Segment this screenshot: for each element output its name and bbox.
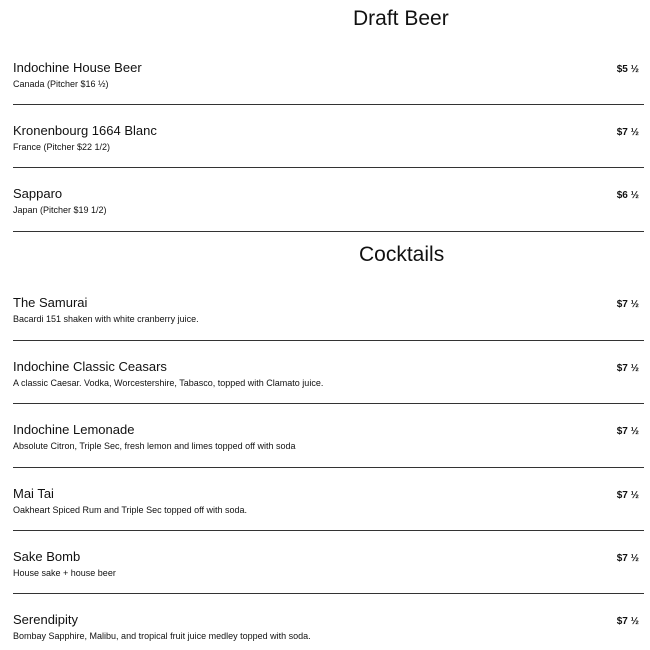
item-price: $7 ½ bbox=[616, 616, 639, 627]
item-price: $6 ½ bbox=[616, 190, 639, 201]
divider bbox=[13, 530, 644, 531]
divider bbox=[13, 403, 644, 404]
item-description: A classic Caesar. Vodka, Worcestershire, Tabasco, topped with Clamato juice. bbox=[13, 378, 324, 388]
section-title-cocktails: Cocktails bbox=[359, 243, 445, 266]
item-description: House sake + house beer bbox=[13, 568, 116, 578]
menu-item bbox=[13, 612, 644, 650]
item-price: $7 ½ bbox=[616, 299, 639, 310]
item-description: Oakheart Spiced Rum and Triple Sec topped off with soda. bbox=[13, 505, 247, 515]
item-description: Absolute Citron, Triple Sec, fresh lemon and limes topped off with soda bbox=[13, 441, 296, 451]
divider bbox=[13, 593, 644, 594]
item-description: Bombay Sapphire, Malibu, and tropical fruit juice medley topped with soda. bbox=[13, 631, 311, 641]
item-name: The Samurai bbox=[13, 295, 88, 310]
divider bbox=[13, 340, 644, 341]
divider bbox=[13, 104, 644, 105]
item-price: $7 ½ bbox=[616, 426, 639, 437]
item-name: Sake Bomb bbox=[13, 549, 81, 564]
divider bbox=[13, 167, 644, 168]
menu-item bbox=[13, 549, 644, 605]
item-name: Indochine Classic Ceasars bbox=[13, 359, 167, 374]
item-description: France (Pitcher $22 1/2) bbox=[13, 142, 111, 152]
item-price: $7 ½ bbox=[616, 490, 639, 501]
menu-item bbox=[13, 295, 644, 351]
item-description: Japan (Pitcher $19 1/2) bbox=[13, 205, 107, 215]
divider bbox=[13, 231, 644, 232]
menu-item bbox=[13, 359, 644, 415]
item-name: Indochine House Beer bbox=[13, 60, 142, 75]
item-price: $7 ½ bbox=[616, 363, 639, 374]
divider bbox=[13, 467, 644, 468]
item-name: Sapparo bbox=[13, 186, 63, 201]
item-price: $7 ½ bbox=[616, 127, 639, 138]
item-description: Canada (Pitcher $16 ½) bbox=[13, 79, 109, 89]
menu-item bbox=[13, 60, 644, 116]
item-description: Bacardi 151 shaken with white cranberry juice. bbox=[13, 314, 199, 324]
item-name: Serendipity bbox=[13, 612, 79, 627]
item-name: Indochine Lemonade bbox=[13, 422, 135, 437]
item-price: $5 ½ bbox=[616, 64, 639, 75]
item-name: Mai Tai bbox=[13, 486, 54, 501]
item-name: Kronenbourg 1664 Blanc bbox=[13, 123, 157, 138]
menu-item bbox=[13, 486, 644, 542]
menu-item bbox=[13, 186, 644, 242]
menu-item bbox=[13, 123, 644, 179]
item-price: $7 ½ bbox=[616, 553, 639, 564]
menu-item bbox=[13, 422, 644, 478]
section-title-draft-beer: Draft Beer bbox=[353, 7, 449, 30]
